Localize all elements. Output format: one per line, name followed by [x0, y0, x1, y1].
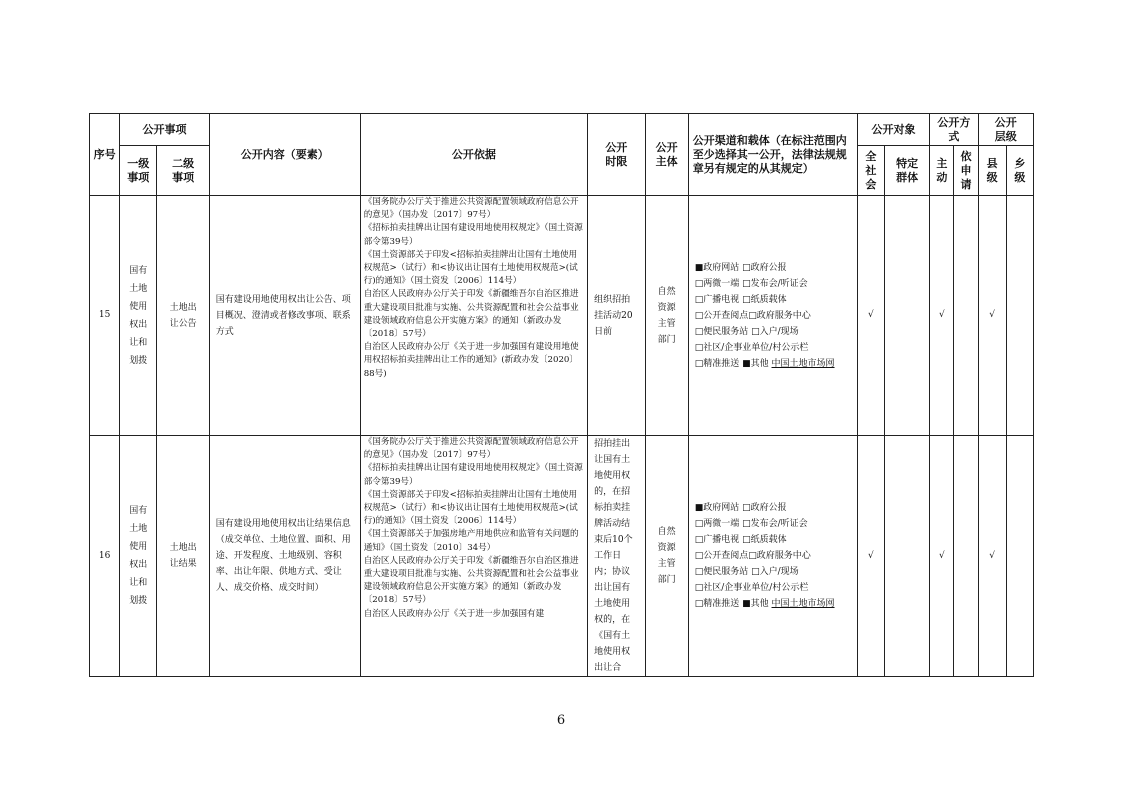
disclosure-table — [89, 113, 1034, 677]
header-basis: 公开依据 — [360, 114, 587, 196]
on-request-check — [954, 196, 978, 436]
basis-item: 《国土资源部关于加强房地产用地供应和监管有关问题的通知》（国土资发〔2010〕34号） — [363, 529, 579, 553]
other-channel-value: 中国土地市场网 — [771, 599, 835, 609]
channel-line: □便民服务站 □入户/现场 — [694, 567, 799, 577]
channel-line: □公开查阅点□政府服务中心 — [694, 310, 811, 321]
header-method: 公开方式 — [930, 114, 978, 146]
township-check — [1006, 436, 1033, 677]
row-basis — [360, 436, 587, 677]
basis-item: 自治区人民政府办公厅关于印发《新疆维吾尔自治区推进重大建设项目批准与实施、公共资源配置和社会公益事业建设领域政府信息公开实施方案》的通知（新政办发〔2018〕57号） — [363, 289, 579, 340]
page-number: 6 — [556, 713, 566, 728]
channel-line: □精准推送 ■其他 中国土地市场网 — [694, 599, 835, 609]
township-check — [1006, 196, 1033, 436]
basis-item: 《国土资源部关于印发<招标拍卖挂牌出让国有土地使用权规范>（试行）和<协议出让国有土地使用权规范>(试行)的通知》（国土资发〔2006〕114号） — [363, 489, 578, 527]
channel-line: □广播电视 □纸质载体 — [694, 294, 787, 305]
row-seq: 16 — [90, 436, 120, 677]
channel-line: ■政府网站 □政府公报 — [694, 262, 787, 273]
row-seq: 15 — [90, 196, 120, 436]
channel-line: ■政府网站 □政府公报 — [694, 503, 787, 513]
row-period: 招拍挂出让国有土地使用权的，在招标拍卖挂牌活动结束后10个工作日内；协议出让国有土地使用权的，在《国有土地使用权出让合 — [588, 436, 645, 677]
header-period: 公开时限 — [588, 114, 645, 196]
basis-item: 自治区人民政府办公厅关于印发《新疆维吾尔自治区推进重大建设项目批准与实施、公共资源配置和社会公益事业建设领域政府信息公开实施方案》的通知（新政办发〔2018〕57号） — [363, 555, 579, 606]
header-township: 乡级 — [1006, 146, 1033, 196]
all-society-check: √ — [857, 196, 884, 436]
basis-item: 《国土资源部关于印发<招标拍卖挂牌出让国有土地使用权规范>（试行）和<协议出让国有土地使用权规范>(试行)的通知》（国土资发〔2006〕114号） — [363, 249, 578, 287]
header-content: 公开内容（要素） — [209, 114, 360, 196]
row-subject: 自然资源主管部门 — [645, 436, 688, 677]
header-specific-group: 特定群体 — [885, 146, 930, 196]
active-check: √ — [930, 436, 954, 677]
basis-item: 《国务院办公厅关于推进公共资源配置领域政府信息公开的意见》（国办发〔2017〕97号） — [363, 437, 579, 461]
basis-item: 《国务院办公厅关于推进公共资源配置领域政府信息公开的意见》（国办发〔2017〕97号） — [363, 197, 579, 221]
specific-group-check — [885, 196, 930, 436]
channel-line: □便民服务站 □入户/现场 — [694, 326, 799, 337]
row-content: 国有建设用地使用权出让结果信息（成交单位、土地位置、面积、用途、开发程度、土地级别、容积率、出让年限、供地方式、受让人、成交价格、成交时间） — [209, 436, 360, 677]
row-channels — [688, 436, 857, 677]
header-seq: 序号 — [90, 114, 120, 196]
row-level1: 国有土地使用权出让和划拨 — [120, 436, 157, 677]
channel-line: □两微一端 □发布会/听证会 — [694, 278, 808, 289]
row-channels — [688, 196, 857, 436]
header-channel: 公开渠道和载体（在标注范围内至少选择其一公开，法律法规规章另有规定的从其规定） — [688, 114, 857, 196]
header-active: 主动 — [930, 146, 954, 196]
header-tier: 公开层级 — [978, 114, 1033, 146]
basis-item: 自治区人民政府办公厅《关于进一步加强国有建设用地使用权招标拍卖挂牌出让工作的通知》(新政办发〔2020〕88号) — [363, 342, 579, 379]
header-county: 县级 — [978, 146, 1006, 196]
row-level1: 国有土地使用权出让和划拨 — [120, 196, 157, 436]
table-row — [90, 436, 1034, 677]
county-check: √ — [978, 196, 1006, 436]
active-check: √ — [930, 196, 954, 436]
header-level2: 二级事项 — [157, 146, 209, 196]
header-all-society: 全社会 — [857, 146, 884, 196]
channel-line: □社区/企事业单位/村公示栏 — [694, 583, 809, 593]
row-period: 组织招拍挂活动20日前 — [588, 196, 645, 436]
channel-line: □社区/企事业单位/村公示栏 — [694, 342, 809, 353]
basis-item: 《招标拍卖挂牌出让国有建设用地使用权规定》（国土资源部令第39号） — [363, 223, 583, 247]
on-request-check — [954, 436, 978, 677]
basis-item: 《招标拍卖挂牌出让国有建设用地使用权规定》（国土资源部令第39号） — [363, 463, 583, 487]
header-matters: 公开事项 — [120, 114, 210, 146]
channel-line: □公开查阅点□政府服务中心 — [694, 551, 811, 561]
header-subject: 公开主体 — [645, 114, 688, 196]
row-basis — [360, 196, 587, 436]
row-level2: 土地出让公告 — [157, 196, 209, 436]
all-society-check: √ — [857, 436, 884, 677]
other-channel-value: 中国土地市场网 — [771, 358, 835, 369]
row-subject: 自然资源主管部门 — [645, 196, 688, 436]
channel-line: □精准推送 ■其他 中国土地市场网 — [694, 358, 835, 369]
row-level2: 土地出让结果 — [157, 436, 209, 677]
specific-group-check — [885, 436, 930, 677]
basis-item: 自治区人民政府办公厅《关于进一步加强国有建 — [363, 608, 545, 619]
row-content: 国有建设用地使用权出让公告、项目概况、澄清或者修改事项、联系方式 — [209, 196, 360, 436]
header-audience: 公开对象 — [857, 114, 929, 146]
header-on-request: 依申请 — [954, 146, 978, 196]
table-row — [90, 196, 1034, 436]
county-check: √ — [978, 436, 1006, 677]
channel-line: □广播电视 □纸质载体 — [694, 535, 787, 545]
channel-line: □两微一端 □发布会/听证会 — [694, 519, 808, 529]
header-level1: 一级事项 — [120, 146, 157, 196]
